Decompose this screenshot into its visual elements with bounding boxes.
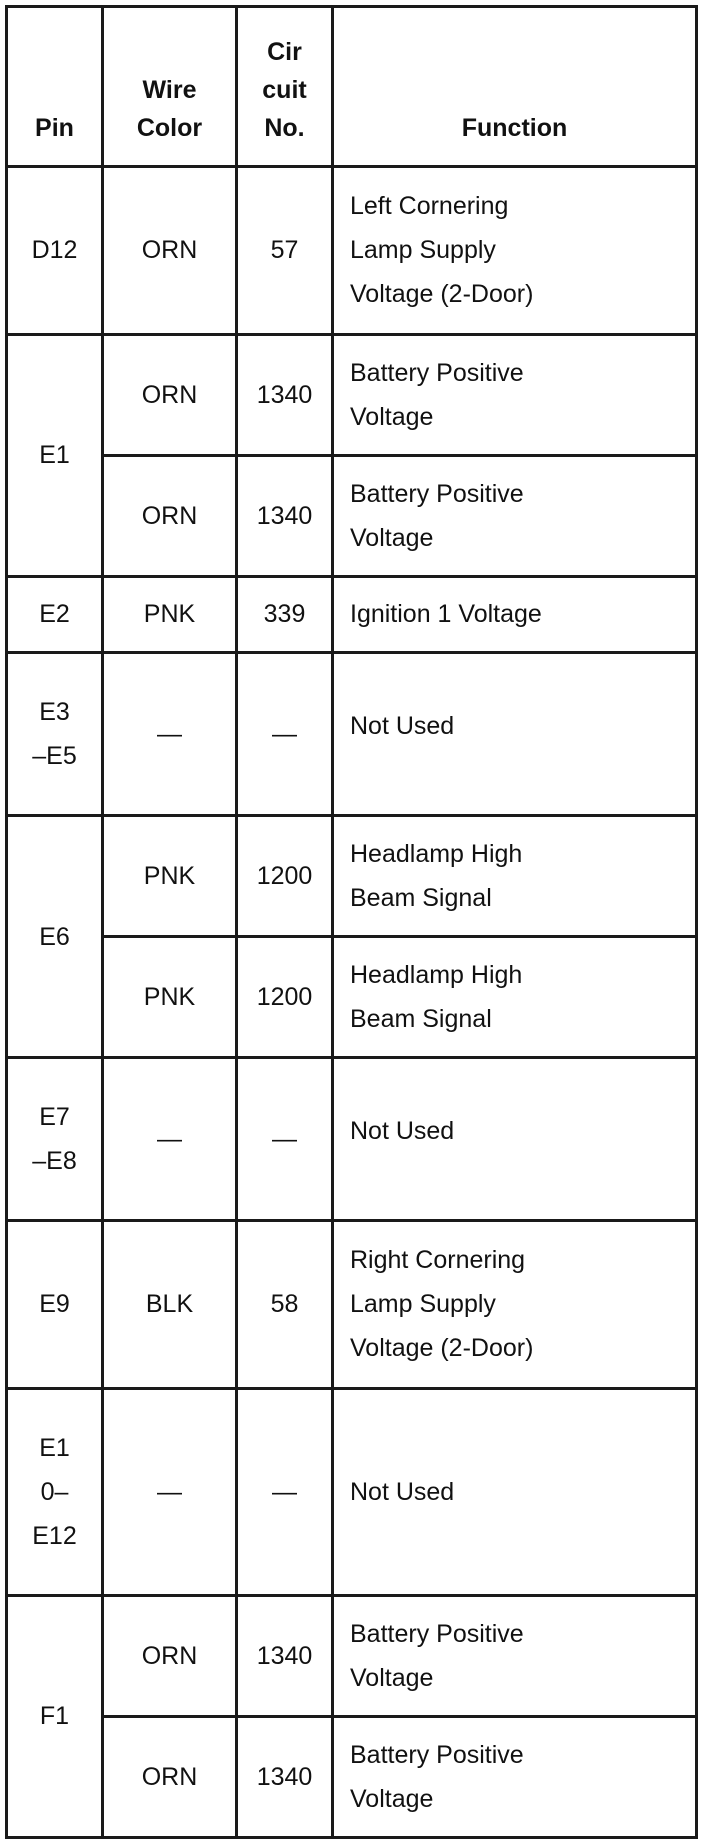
circuit-cell: — [237, 1388, 333, 1595]
pin-cell: D12 [7, 167, 103, 335]
circuit-cell: 339 [237, 576, 333, 653]
wire-color-cell: ORN [103, 334, 237, 455]
circuit-cell: 1340 [237, 455, 333, 576]
table-row [7, 1388, 697, 1595]
wire-color-cell: ORN [103, 1716, 237, 1837]
header-row [7, 7, 697, 167]
circuit-cell: 1340 [237, 334, 333, 455]
table-row [7, 1716, 697, 1837]
table-row [7, 455, 697, 576]
header-pin: Pin [7, 7, 103, 167]
function-cell: Battery Positive Voltage [333, 455, 697, 576]
wire-color-cell: ORN [103, 167, 237, 335]
circuit-cell: — [237, 653, 333, 816]
table-row [7, 334, 697, 455]
header-wire-color: Wire Color [103, 7, 237, 167]
pin-cell: F1 [7, 1595, 103, 1837]
function-cell: Headlamp High Beam Signal [333, 937, 697, 1058]
pin-cell: E9 [7, 1221, 103, 1389]
wire-color-cell: — [103, 1058, 237, 1221]
table-row [7, 1595, 697, 1716]
pin-cell: E1 0– E12 [7, 1388, 103, 1595]
wire-color-cell: PNK [103, 816, 237, 937]
connector-pin-table [5, 5, 698, 1839]
function-cell: Left Cornering Lamp Supply Voltage (2-Door) [333, 167, 697, 335]
function-cell: Battery Positive Voltage [333, 1595, 697, 1716]
function-cell: Battery Positive Voltage [333, 1716, 697, 1837]
table-row [7, 816, 697, 937]
circuit-cell: 1200 [237, 816, 333, 937]
wire-color-cell: ORN [103, 455, 237, 576]
pin-cell: E2 [7, 576, 103, 653]
function-cell: Right Cornering Lamp Supply Voltage (2-Door) [333, 1221, 697, 1389]
wire-color-cell: BLK [103, 1221, 237, 1389]
table-row [7, 1221, 697, 1389]
pin-cell: E3 –E5 [7, 653, 103, 816]
table-row [7, 653, 697, 816]
circuit-cell: 1200 [237, 937, 333, 1058]
table-row [7, 1058, 697, 1221]
circuit-cell: 1340 [237, 1716, 333, 1837]
function-cell: Not Used [333, 653, 697, 816]
circuit-cell: 58 [237, 1221, 333, 1389]
wire-color-cell: PNK [103, 937, 237, 1058]
circuit-cell: — [237, 1058, 333, 1221]
wire-color-cell: ORN [103, 1595, 237, 1716]
table-row [7, 576, 697, 653]
function-cell: Battery Positive Voltage [333, 334, 697, 455]
circuit-cell: 57 [237, 167, 333, 335]
function-cell: Headlamp High Beam Signal [333, 816, 697, 937]
function-cell: Not Used [333, 1058, 697, 1221]
wire-color-cell: — [103, 653, 237, 816]
header-circuit-no: Cir cuit No. [237, 7, 333, 167]
wire-color-cell: PNK [103, 576, 237, 653]
pin-cell: E1 [7, 334, 103, 576]
function-cell: Not Used [333, 1388, 697, 1595]
table-row [7, 937, 697, 1058]
header-function: Function [333, 7, 697, 167]
table-row [7, 167, 697, 335]
wire-color-cell: — [103, 1388, 237, 1595]
circuit-cell: 1340 [237, 1595, 333, 1716]
pin-cell: E7 –E8 [7, 1058, 103, 1221]
pin-cell: E6 [7, 816, 103, 1058]
function-cell: Ignition 1 Voltage [333, 576, 697, 653]
